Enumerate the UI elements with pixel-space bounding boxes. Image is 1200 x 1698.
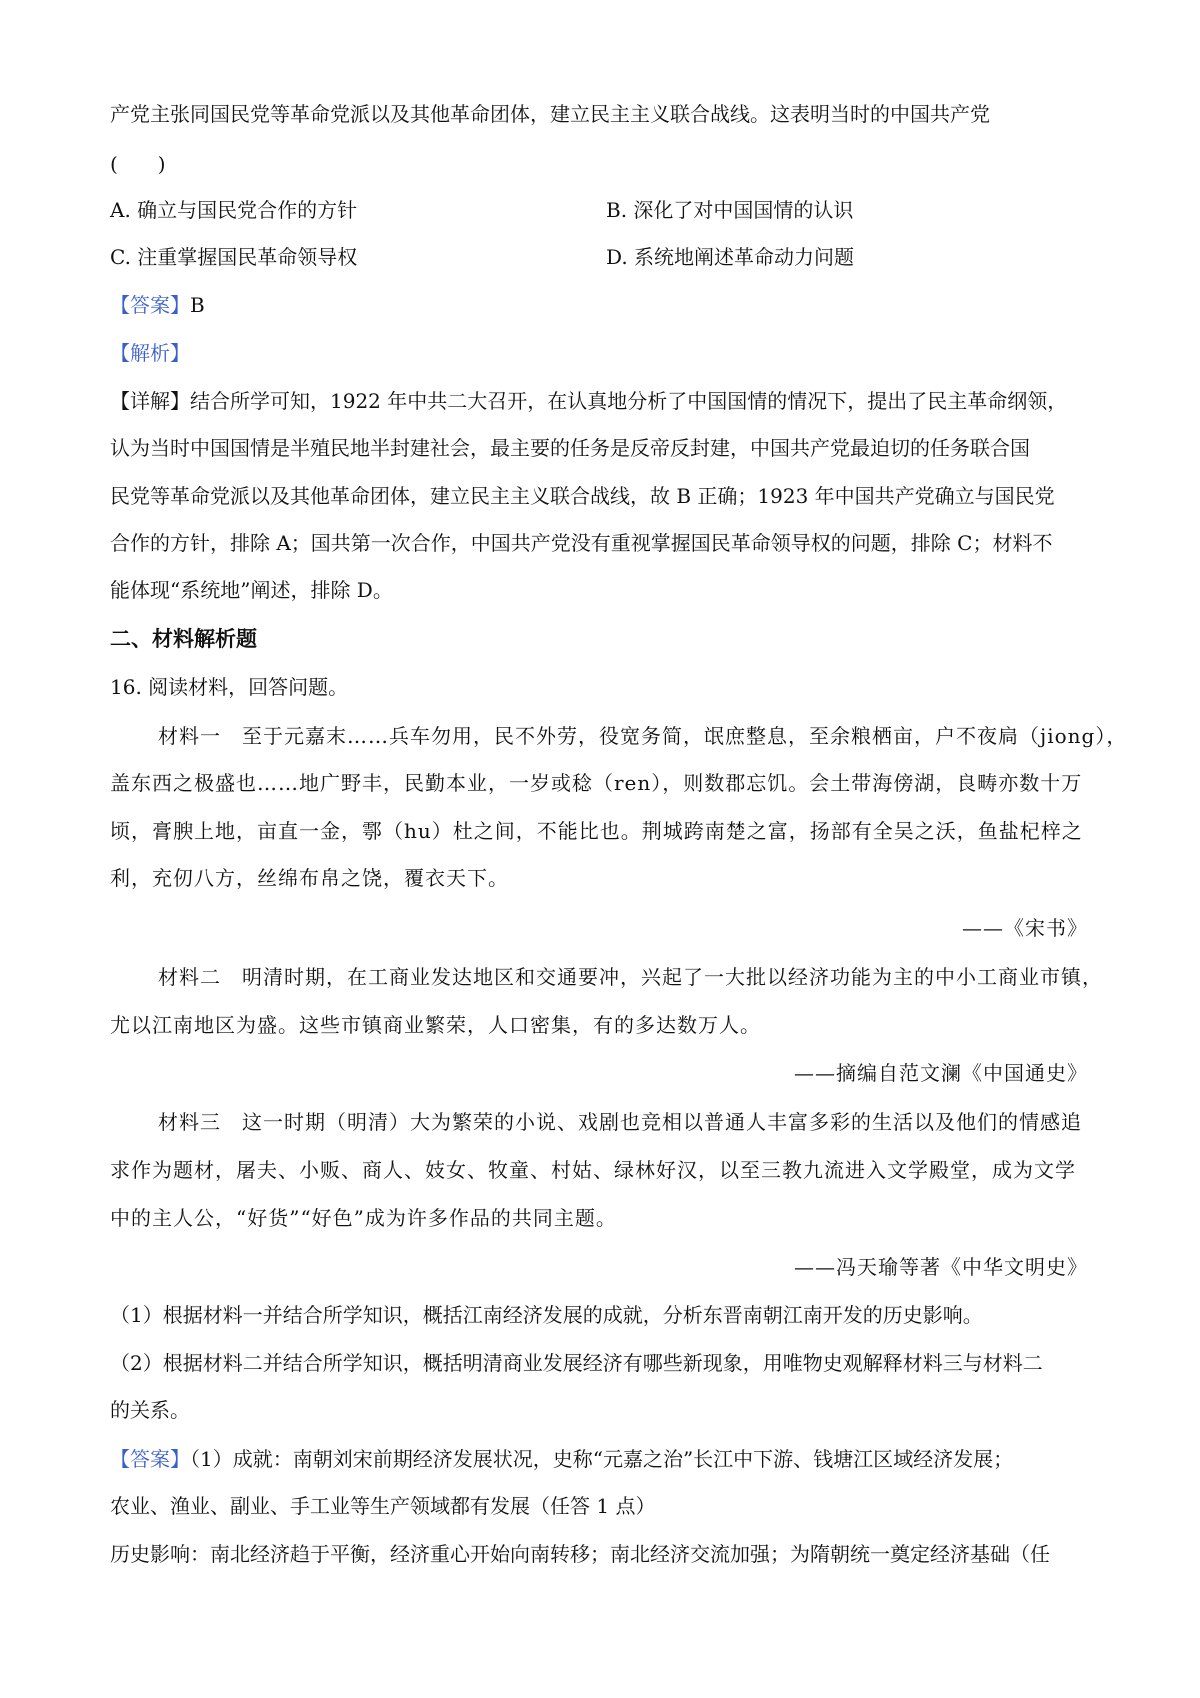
analysis-tag: 【解析】 [110, 341, 190, 365]
answer-16-line-1 [110, 1445, 1013, 1473]
answer-16-line-3: 历史影响：南北经济趋于平衡，经济重心开始向南转移；南北经济交流加强；为隋朝统一奠定经济基础（任 [110, 1542, 1050, 1566]
answer-line [110, 291, 205, 319]
material-1-line-2: 盖东西之极盛也……地广野丰，民勤本业，一岁或稔（ren），则数郡忘饥。会土带海傍湖，良畴亦数十万 [110, 771, 1083, 795]
detail-line-4: 合作的方针，排除 A；国共第一次合作，中国共产党没有重视掌握国民革命领导权的问题，排除 C；材料不 [110, 531, 1053, 555]
material-3-line-1: 材料三 这一时期（明清）大为繁荣的小说、戏剧也竞相以普通人丰富多彩的生活以及他们的情感追 [158, 1110, 1082, 1134]
material-3-source: ——冯天瑜等著《中华文明史》 [794, 1255, 1088, 1279]
sub-question-2-line-1: （2）根据材料二并结合所学知识，概括明清商业发展经济有哪些新现象，用唯物史观解释材料三与材料二 [110, 1351, 1043, 1375]
sub-question-1: （1）根据材料一并结合所学知识，概括江南经济发展的成就，分析东晋南朝江南开发的历史影响。 [110, 1303, 983, 1327]
answer-16-tag: 【答案】 [110, 1447, 190, 1471]
sub-question-2-line-2: 的关系。 [110, 1398, 190, 1422]
detail-line-1: 【详解】结合所学可知，1922 年中共二大召开，在认真地分析了中国国情的情况下，提出了民主革命纲领， [110, 389, 1068, 413]
detail-line-2: 认为当时中国国情是半殖民地半封建社会，最主要的任务是反帝反封建，中国共产党最迫切的任务联合国 [110, 436, 1030, 460]
answer-16-text: （1）成就：南朝刘宋前期经济发展状况，史称“元嘉之治”长江中下游、钱塘江区域经济发展； [190, 1447, 1014, 1471]
material-1-line-3: 顷，膏腴上地，亩直一金，鄠（hu）杜之间，不能比也。荆城跨南楚之富，扬部有全吴之沃，鱼盐杞梓之 [110, 819, 1083, 843]
answer-16-line-2: 农业、渔业、副业、手工业等生产领域都有发展（任答 1 点） [110, 1494, 656, 1518]
material-3-line-3: 中的主人公，“好货”“好色”成为许多作品的共同主题。 [110, 1206, 617, 1230]
option-b: B. 深化了对中国国情的认识 [606, 198, 854, 222]
material-1-source: ——《宋书》 [962, 916, 1088, 940]
option-a: A. 确立与国民党合作的方针 [110, 198, 358, 222]
answer-paren: ( ) [110, 152, 166, 176]
question-16-stem: 16. 阅读材料，回答问题。 [110, 675, 349, 699]
material-3-line-2: 求作为题材，屠夫、小贩、商人、妓女、牧童、村姑、绿林好汉，以至三教九流进入文学殿堂，成为文学 [110, 1158, 1076, 1182]
material-1-line-4: 利，充仞八方，丝绵布帛之饶，覆衣天下。 [110, 866, 509, 890]
answer-value: B [190, 293, 205, 317]
section-heading: 二、材料解析题 [110, 626, 257, 651]
material-1-line-1: 材料一 至于元嘉末……兵车勿用，民不外劳，役宽务简，氓庶整息，至余粮栖亩，户不夜扃（jiong）， [158, 724, 1128, 748]
answer-tag: 【答案】 [110, 293, 190, 317]
option-c: C. 注重掌握国民革命领导权 [110, 245, 358, 269]
material-2-line-2: 尤以江南地区为盛。这些市镇商业繁荣，人口密集，有的多达数万人。 [110, 1013, 761, 1037]
material-2-line-1: 材料二 明清时期，在工商业发达地区和交通要冲，兴起了一大批以经济功能为主的中小工商业市镇， [158, 965, 1103, 989]
detail-line-5: 能体现“系统地”阐述，排除 D。 [110, 578, 393, 602]
detail-line-3: 民党等革命党派以及其他革命团体，建立民主主义联合战线，故 B 正确；1923 年中国共产党确立与国民党 [110, 484, 1055, 508]
option-d: D. 系统地阐述革命动力问题 [606, 245, 855, 269]
question-15-stem-tail: 产党主张同国民党等革命党派以及其他革命团体，建立民主主义联合战线。这表明当时的中国共产党 [110, 102, 990, 126]
material-2-source: ——摘编自范文澜《中国通史》 [794, 1061, 1088, 1085]
